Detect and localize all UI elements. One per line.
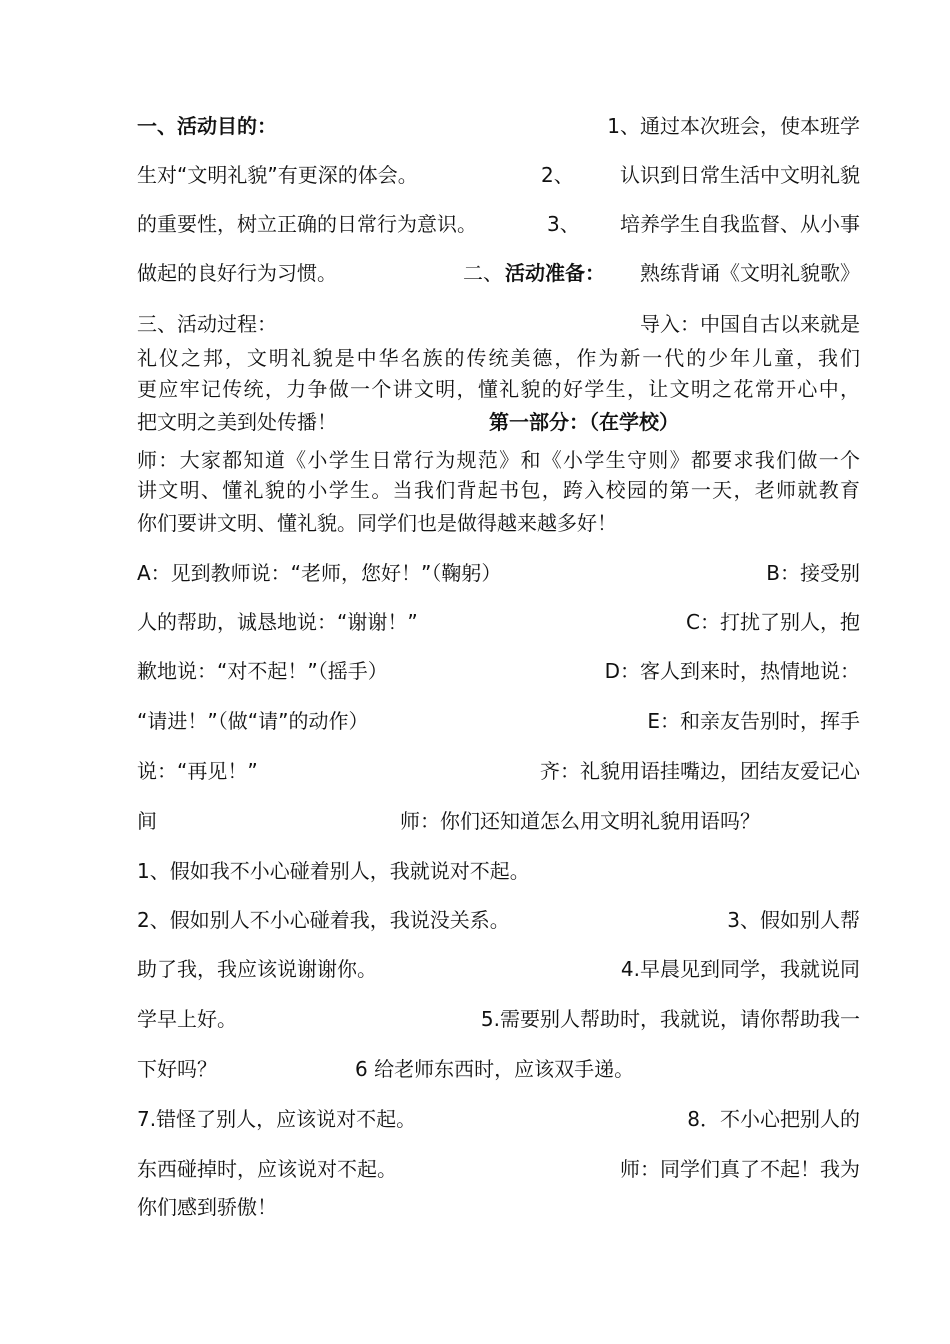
line-3 [137, 210, 860, 238]
text-segment: 生对“文明礼貌”有更深的体会。 [137, 163, 418, 187]
text-segment: E：和亲友告别时，挥手 [647, 709, 860, 733]
line-14 [137, 657, 860, 685]
text-segment: B：接受别 [766, 561, 860, 585]
text-segment: 8．不小心把别人的 [687, 1107, 860, 1131]
text-segment: A：见到教师说：“老师，您好！”（鞠躬） [137, 561, 502, 585]
text-segment: 6 给老师东西时，应该双手递。 [355, 1057, 635, 1081]
text-segment: 做起的良好行为习惯。 [137, 261, 337, 285]
section-heading-purpose: 一、活动目的： [137, 114, 277, 138]
section-heading-preparation: 活动准备： [505, 261, 605, 285]
text-segment: 2、假如别人不小心碰着我，我说没关系。 [137, 908, 510, 932]
line-9: 师：大家都知道《小学生日常行为规范》和《小学生守则》都要求我们做一个 [137, 448, 860, 472]
line-19 [137, 906, 860, 934]
text-segment: 把文明之美到处传播！ [137, 410, 337, 434]
section-number: 二、 [463, 261, 503, 285]
list-number: 2、 [541, 163, 574, 187]
line-5 [137, 310, 860, 338]
line-8 [137, 408, 860, 436]
line-17 [137, 807, 860, 835]
line-12 [137, 559, 860, 587]
text-segment: 说：“再见！” [137, 759, 258, 783]
text-segment: 学早上好。 [137, 1007, 237, 1031]
line-2 [137, 161, 860, 189]
section-heading-process: 三、活动过程： [137, 312, 277, 336]
text-segment: 1、假如我不小心碰着别人，我就说对不起。 [137, 859, 530, 883]
text-segment: 齐：礼貌用语挂嘴边，团结友爱记心 [540, 759, 860, 783]
line-6: 礼仪之邦，文明礼貌是中华名族的传统美德，作为新一代的少年儿童，我们 [137, 346, 860, 370]
text-segment: 东西碰掉时，应该说对不起。 [137, 1157, 397, 1181]
text-segment: 3、假如别人帮 [727, 908, 860, 932]
text-segment: 5.需要别人帮助时，我就说，请你帮助我一 [480, 1007, 860, 1031]
text-segment: 间 [137, 809, 157, 833]
text-segment: 7.错怪了别人，应该说对不起。 [137, 1107, 417, 1131]
text-segment: D：客人到来时，热情地说： [604, 659, 860, 683]
text-segment: 的重要性，树立正确的日常行为意识。 [137, 212, 477, 236]
line-11 [137, 509, 860, 537]
text-segment: 师：你们还知道怎么用文明礼貌用语吗？ [400, 809, 760, 833]
text-segment: 培养学生自我监督、从小事 [620, 212, 860, 236]
line-10: 讲文明、懂礼貌的小学生。当我们背起书包，跨入校园的第一天，老师就教育 [137, 478, 860, 502]
text-segment: C：打扰了别人，抱 [686, 610, 860, 634]
text-segment: 1、通过本次班会，使本班学 [607, 114, 860, 138]
text-segment: 导入：中国自古以来就是 [640, 312, 860, 336]
text-segment: 歉地说：“对不起！”（摇手） [137, 659, 388, 683]
text-segment: 认识到日常生活中文明礼貌 [620, 163, 860, 187]
text-segment: 你们要讲文明、懂礼貌。同学们也是做得越来越多好！ [137, 511, 617, 535]
line-22 [137, 1055, 860, 1083]
line-24 [137, 1155, 860, 1183]
text-segment: 4.早晨见到同学，我就说同 [620, 957, 860, 981]
text-segment: 师：同学们真了不起！我为 [620, 1157, 860, 1181]
line-7: 更应牢记传统，力争做一个讲文明，懂礼貌的好学生，让文明之花常开心中， [137, 377, 860, 401]
line-20 [137, 955, 860, 983]
line-1 [137, 112, 860, 140]
line-25 [137, 1193, 860, 1221]
line-21 [137, 1005, 860, 1033]
text-segment: 助了我，我应该说谢谢你。 [137, 957, 377, 981]
line-13 [137, 608, 860, 636]
part-heading-school: 第一部分：（在学校） [489, 410, 679, 434]
text-segment: 熟练背诵《文明礼貌歌》 [640, 261, 860, 285]
list-number: 3、 [547, 212, 580, 236]
line-15 [137, 707, 860, 735]
text-segment: 下好吗？ [137, 1057, 217, 1081]
line-4 [137, 259, 860, 287]
text-segment: 你们感到骄傲！ [137, 1195, 277, 1219]
line-23 [137, 1105, 860, 1133]
text-segment: 人的帮助，诚恳地说：“谢谢！” [137, 610, 418, 634]
line-16 [137, 757, 860, 785]
text-segment: “请进！”（做“请”的动作） [137, 709, 369, 733]
line-18 [137, 857, 860, 885]
